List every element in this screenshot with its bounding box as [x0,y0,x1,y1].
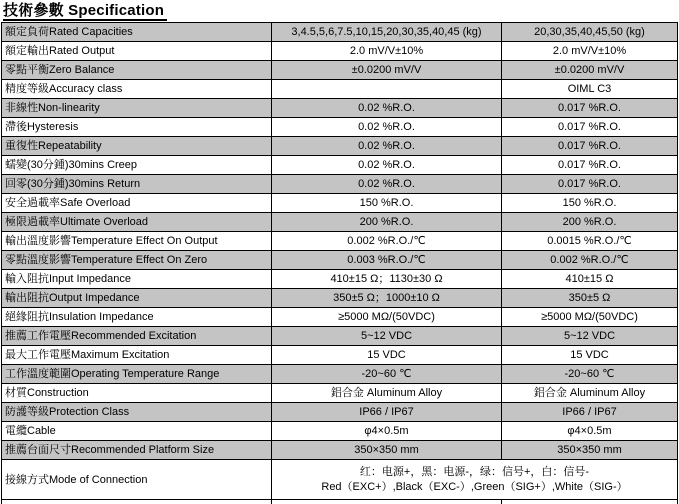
spec-value-cell: 410±15 Ω；1130±30 Ω [272,270,502,289]
spec-value-cell: 150 %R.O. [272,194,502,213]
spec-parameter-cell: 額定負荷Rated Capacities [2,23,272,42]
spec-parameter-cell: 絕緣阻抗Insulation Impedance [2,308,272,327]
spec-parameter-cell: 重復性Repeatability [2,137,272,156]
table-row [2,365,678,384]
spec-parameter-cell: 輸出阻抗Output Impedance [2,289,272,308]
spec-value-merged-cell [272,460,678,500]
table-row [2,99,678,118]
spec-parameter-cell: 工作溫度範圍Operating Temperature Range [2,365,272,384]
spec-parameter-cell: 接線方式Mode of Connection [2,460,272,500]
partial-cell [502,500,678,504]
spec-value-cell: 15 VDC [502,346,678,365]
spec-value-cell: 350±5 Ω [502,289,678,308]
connection-wiring-line: 红：电源+，黑：电源-，绿：信号+，白：信号- [359,465,590,478]
specification-table [1,22,678,504]
spec-parameter-cell: 材質Construction [2,384,272,403]
spec-value-cell: 0.02 %R.O. [272,118,502,137]
table-row [2,384,678,403]
table-row [2,460,678,500]
spec-parameter-cell: 零點平衡Zero Balance [2,61,272,80]
spec-value-cell: 350×350 mm [272,441,502,460]
spec-value-cell: 0.017 %R.O. [502,156,678,175]
table-row [2,23,678,42]
spec-parameter-cell: 防護等級Protection Class [2,403,272,422]
spec-value-cell: ≥5000 MΩ/(50VDC) [502,308,678,327]
table-row [2,251,678,270]
table-row [2,403,678,422]
spec-value-cell: OIML C3 [502,80,678,99]
spec-parameter-cell: 輸出溫度影響Temperature Effect On Output [2,232,272,251]
spec-value-cell: 0.02 %R.O. [272,137,502,156]
table-row [2,441,678,460]
spec-parameter-cell: 精度等級Accuracy class [2,80,272,99]
page-title: 技術參數 Specification [3,2,167,21]
spec-value-cell: 0.017 %R.O. [502,175,678,194]
spec-value-cell: ≥5000 MΩ/(50VDC) [272,308,502,327]
spec-table-partial [2,500,678,504]
spec-parameter-cell: 電纜Cable [2,422,272,441]
spec-value-cell: IP66 / IP67 [502,403,678,422]
table-row [2,346,678,365]
table-row [2,61,678,80]
spec-parameter-cell: 額定輸出Rated Output [2,42,272,61]
spec-value-cell: 350±5 Ω；1000±10 Ω [272,289,502,308]
spec-value-cell: 鋁合金 Aluminum Alloy [272,384,502,403]
spec-parameter-cell: 回零(30分鍾)30mins Return [2,175,272,194]
spec-table-body [2,23,678,500]
connection-wiring-line: Red（EXC+）,Black（EXC-）,Green（SIG+）,White（SIG-） [321,480,628,493]
table-row [2,156,678,175]
spec-value-cell: 2.0 mV/V±10% [272,42,502,61]
spec-value-cell: 2.0 mV/V±10% [502,42,678,61]
partial-cell [272,500,502,504]
spec-parameter-cell: 輸入阻抗Input Impedance [2,270,272,289]
spec-value-cell [272,80,502,99]
table-row [2,118,678,137]
spec-value-cell: φ4×0.5m [272,422,502,441]
spec-value-cell: 0.003 %R.O./℃ [272,251,502,270]
spec-value-cell: 5~12 VDC [502,327,678,346]
spec-value-cell: φ4×0.5m [502,422,678,441]
table-row [2,80,678,99]
spec-value-cell: ±0.0200 mV/V [272,61,502,80]
spec-value-cell: ±0.0200 mV/V [502,61,678,80]
spec-value-cell: -20~60 ℃ [272,365,502,384]
table-row [2,308,678,327]
spec-value-cell: 0.017 %R.O. [502,118,678,137]
spec-value-cell: 15 VDC [272,346,502,365]
table-row [2,213,678,232]
spec-value-cell: 150 %R.O. [502,194,678,213]
spec-value-cell: 鋁合金 Aluminum Alloy [502,384,678,403]
spec-value-cell: 5~12 VDC [272,327,502,346]
table-row [2,137,678,156]
spec-value-cell: 200 %R.O. [272,213,502,232]
partial-cell [2,500,272,504]
spec-value-cell: 0.02 %R.O. [272,175,502,194]
table-row [2,194,678,213]
spec-parameter-cell: 安全過載率Safe Overload [2,194,272,213]
table-row [2,422,678,441]
spec-parameter-cell: 推薦台面尺寸Recommended Platform Size [2,441,272,460]
spec-value-cell: 0.02 %R.O. [272,99,502,118]
spec-parameter-cell: 最大工作電壓Maximum Excitation [2,346,272,365]
spec-parameter-cell: 蠕變(30分鍾)30mins Creep [2,156,272,175]
spec-parameter-cell: 極限過載率Ultimate Overload [2,213,272,232]
table-row [2,232,678,251]
spec-value-cell: 410±15 Ω [502,270,678,289]
spec-value-cell: 350×350 mm [502,441,678,460]
spec-value-cell: 0.02 %R.O. [272,156,502,175]
spec-parameter-cell: 滯後Hysteresis [2,118,272,137]
table-row [2,270,678,289]
spec-value-cell: 200 %R.O. [502,213,678,232]
spec-value-cell: 0.017 %R.O. [502,137,678,156]
spec-value-cell: IP66 / IP67 [272,403,502,422]
spec-value-cell: 20,30,35,40,45,50 (kg) [502,23,678,42]
table-row [2,175,678,194]
spec-value-cell: 0.002 %R.O./℃ [502,251,678,270]
table-row-partial [2,500,678,504]
table-row [2,289,678,308]
spec-parameter-cell: 非線性Non-linearity [2,99,272,118]
spec-value-cell: 3,4.5,5,6,7.5,10,15,20,30,35,40,45 (kg) [272,23,502,42]
table-row [2,327,678,346]
spec-value-cell: 0.0015 %R.O./℃ [502,232,678,251]
spec-value-cell: -20~60 ℃ [502,365,678,384]
spec-value-cell: 0.017 %R.O. [502,99,678,118]
spec-parameter-cell: 零點溫度影響Temperature Effect On Zero [2,251,272,270]
spec-value-cell: 0.002 %R.O./℃ [272,232,502,251]
table-row [2,42,678,61]
spec-parameter-cell: 推薦工作電壓Recommended Excitation [2,327,272,346]
